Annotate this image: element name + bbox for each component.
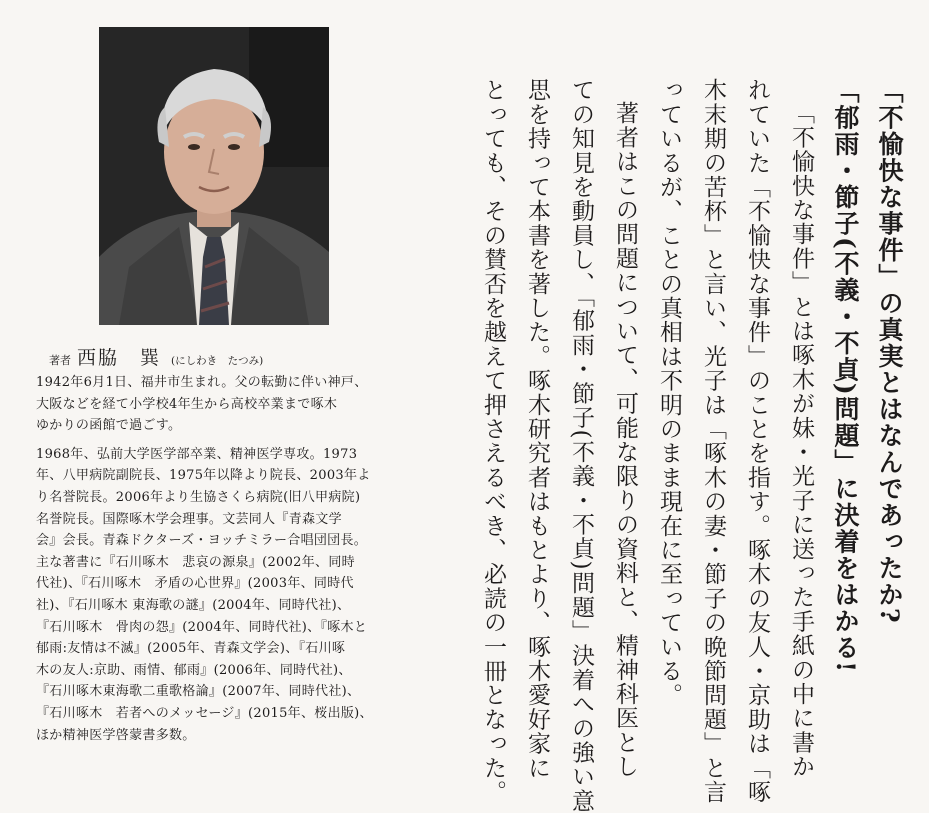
bio-line: 『石川啄木 骨肉の怨』(2004年、同時代社)、『啄木と — [36, 619, 368, 635]
headline-line-1: 「不愉快な事件」の真実とはなんであったか? — [875, 78, 904, 625]
description-line: ての知見を動員し、「郁雨・節子(不義・不貞)問題」決着への強い意 — [568, 78, 594, 813]
portrait-illustration — [99, 27, 329, 325]
description-line: とっても、その賛否を越えて押さえるべき、必読の一冊となった。 — [480, 78, 506, 804]
author-role-label: 著者 — [49, 354, 71, 367]
headline-line-2: 「郁雨・節子(不義・不貞)問題」に決着をはかる! — [831, 78, 860, 674]
bio-line: 1942年6月1日、福井市生まれ。父の転勤に伴い神戸、 — [36, 375, 368, 390]
bio-line: 年、八甲病院副院長、1975年以降より院長、2003年よ — [36, 468, 371, 484]
book-description-vertical — [480, 78, 911, 813]
author-credit — [49, 343, 263, 369]
author-portrait — [99, 27, 329, 325]
bio-line: 1968年、弘前大学医学部卒業、精神医学専攻。1973 — [36, 446, 358, 462]
bio-paragraph-1 — [36, 372, 416, 437]
bio-line: 郁雨:友情は不滅』(2005年、青森文学会)、『石川啄 — [36, 641, 346, 657]
author-name-reading: (にしわき たつみ) — [171, 355, 264, 367]
bio-line: 代社)、『石川啄木 矛盾の心世界』(2003年、同時代 — [36, 576, 354, 592]
description-line: 木末期の苦杯」と言い、光子は「啄木の妻・節子の晩節問題」と言 — [700, 78, 726, 804]
description-line: 「不愉快な事件」とは啄木が妹・光子に送った手紙の中に書か — [788, 101, 814, 779]
bio-line: 主な著書に『石川啄木 悲哀の源泉』(2002年、同時 — [36, 554, 355, 570]
bio-line: 木の友人:京助、雨情、郁雨』(2006年、同時代社)、 — [36, 662, 352, 678]
description-line: 著者はこの問題について、可能な限りの資料と、精神科医とし — [612, 101, 638, 779]
bio-line: り名誉院長。2006年より生協さくら病院(旧八甲病院) — [36, 489, 361, 505]
bio-line: 会』会長。青森ドクターズ・ヨッチミラー合唱団団長。 — [36, 533, 368, 549]
bio-line: ゆかりの函館で過ごす。 — [36, 418, 182, 434]
bio-paragraph-2 — [36, 444, 416, 746]
bio-line: 『石川啄木東海歌二重歌格論』(2007年、同時代社)、 — [36, 684, 361, 700]
description-line: れていた「不愉快な事件」のことを指す。啄木の友人・京助は「啄 — [744, 78, 770, 804]
bio-line: 名誉院長。国際啄木学会理事。文芸同人『青森文学 — [36, 511, 342, 527]
bio-line: 『石川啄木 若者へのメッセージ』(2015年、桜出版)、 — [36, 705, 373, 721]
author-biography — [36, 372, 416, 746]
bio-line: 社)、『石川啄木 東海歌の謎』(2004年、同時代社)、 — [36, 597, 351, 613]
bio-line: 大阪などを経て小学校4年生から高校卒業まで啄木 — [36, 396, 338, 412]
description-line: 思を持って本書を著した。啄木研究者はもとより、啄木愛好家に — [524, 78, 550, 780]
description-line: っているが、ことの真相は不明のまま現在に至っている。 — [656, 78, 682, 708]
author-name: 西脇 巽 — [77, 347, 162, 369]
bio-line: ほか精神医学啓蒙書多数。 — [36, 727, 196, 743]
